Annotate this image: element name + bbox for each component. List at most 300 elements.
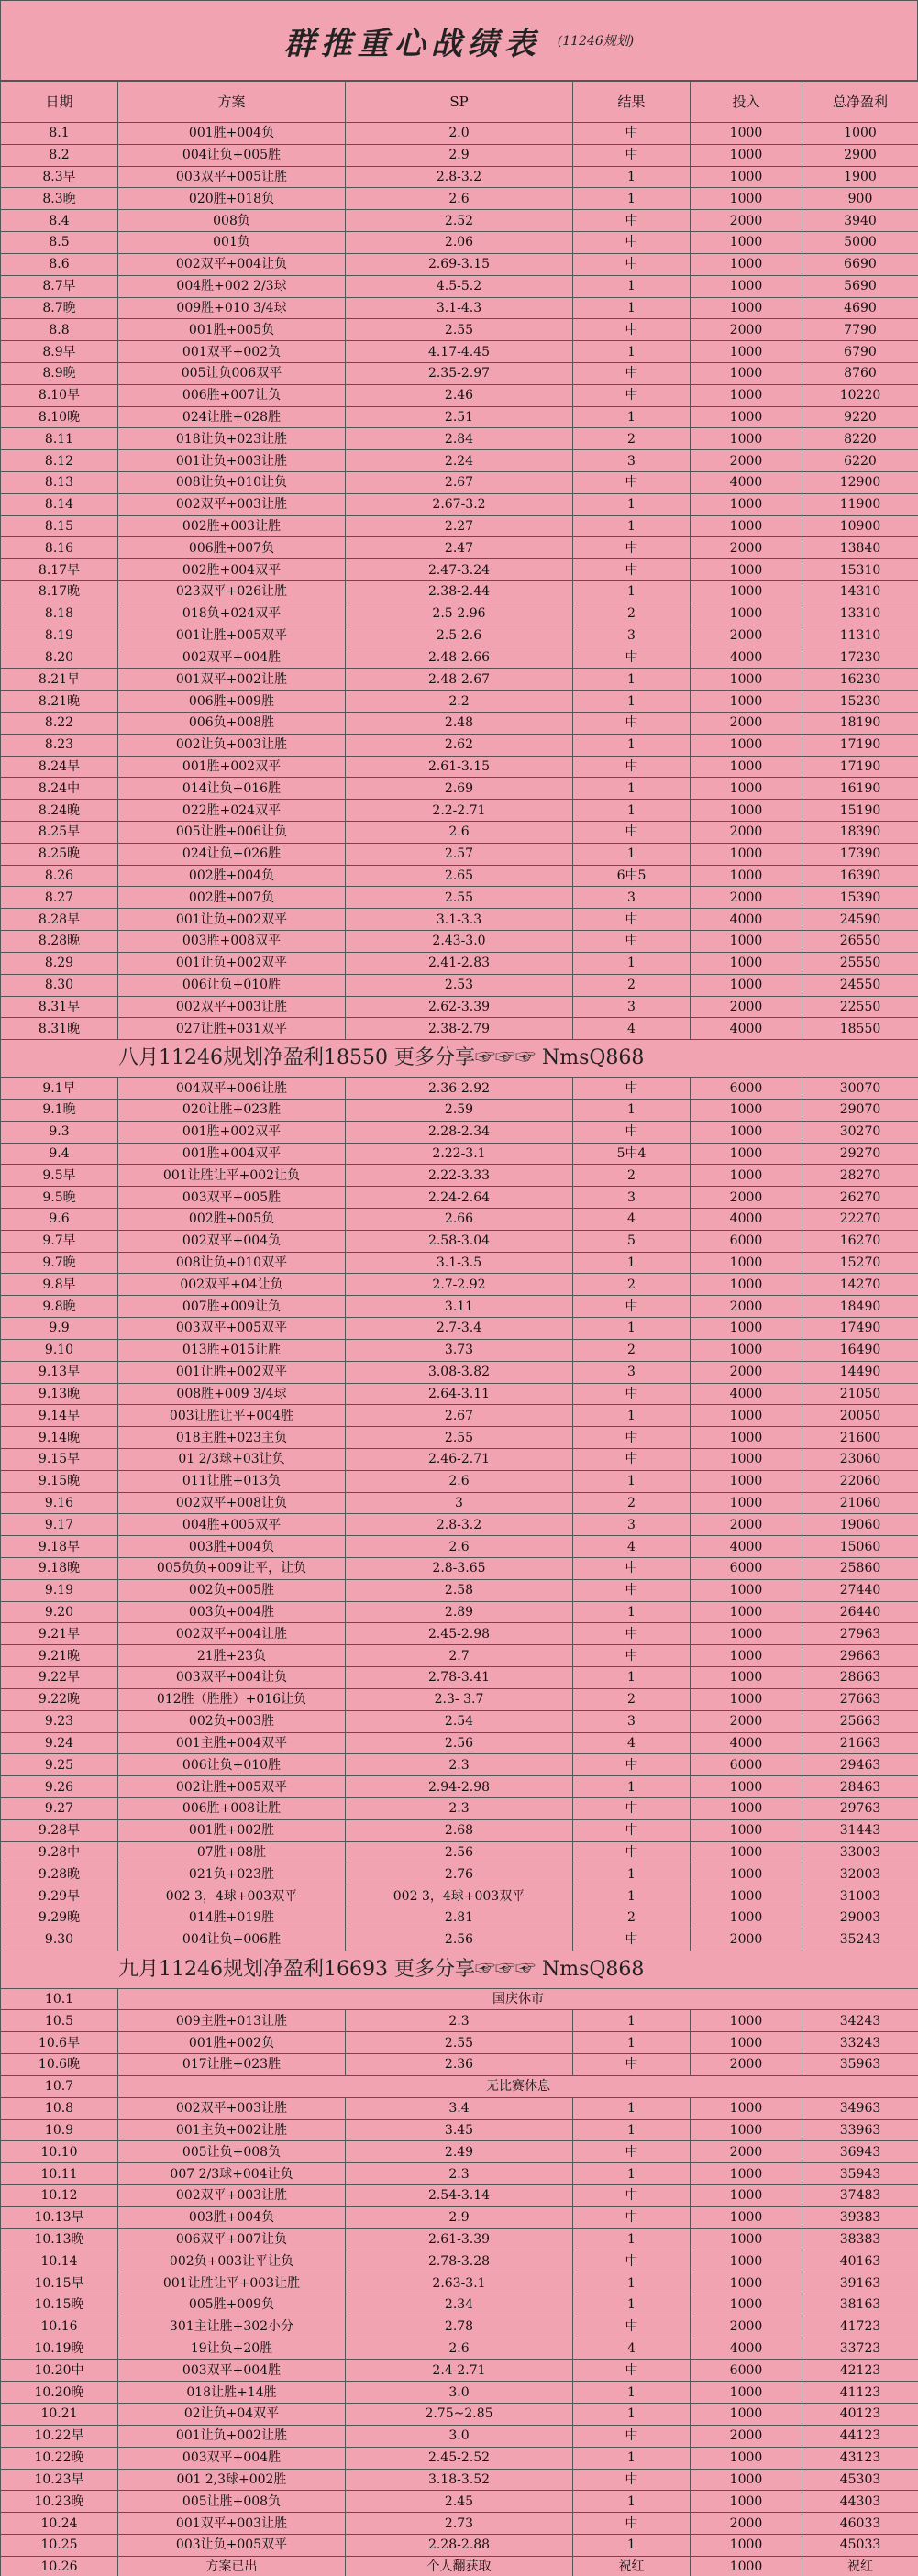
date-cell: 10.13早 — [1, 2206, 118, 2228]
profit-cell: 22550 — [802, 996, 918, 1018]
date-cell: 9.14早 — [1, 1405, 118, 1427]
stake-cell: 4000 — [691, 647, 802, 669]
sp-cell: 2.55 — [346, 887, 573, 909]
sp-cell: 2.24 — [346, 450, 573, 472]
stake-cell: 1000 — [691, 2032, 802, 2054]
plan-cell: 001胜+004负 — [118, 123, 346, 145]
result-cell: 1 — [573, 1470, 691, 1492]
sp-cell: 2.9 — [346, 2206, 573, 2228]
table-row — [1, 472, 918, 494]
stake-cell: 1000 — [691, 691, 802, 713]
table-row — [1, 210, 918, 232]
sp-cell: 2.78-3.28 — [346, 2250, 573, 2272]
profit-cell: 29270 — [802, 1143, 918, 1165]
plan-cell: 005让胜+008负 — [118, 2491, 346, 2513]
stake-cell: 2000 — [691, 625, 802, 647]
profit-cell: 37483 — [802, 2184, 918, 2206]
profit-cell: 45303 — [802, 2469, 918, 2491]
plan-cell: 006胜+007让负 — [118, 384, 346, 406]
sp-cell: 2.45-2.98 — [346, 1623, 573, 1645]
sp-cell: 2.06 — [346, 232, 573, 254]
result-cell: 1 — [573, 2294, 691, 2316]
table-row — [1, 2425, 918, 2447]
profit-cell: 40163 — [802, 2250, 918, 2272]
profit-cell: 32003 — [802, 1863, 918, 1885]
result-cell: 3 — [573, 625, 691, 647]
result-cell: 中 — [573, 1754, 691, 1776]
plan-cell: 方案已出 — [118, 2556, 346, 2576]
result-cell: 1 — [573, 2534, 691, 2556]
date-cell: 9.16 — [1, 1492, 118, 1514]
table-row — [1, 1841, 918, 1863]
result-cell: 2 — [573, 1339, 691, 1361]
result-cell: 中 — [573, 2316, 691, 2338]
plan-cell: 018让负+023让胜 — [118, 428, 346, 450]
table-row — [1, 1885, 918, 1907]
table-row — [1, 2534, 918, 2556]
sp-cell: 2.27 — [346, 515, 573, 537]
table-row — [1, 1492, 918, 1514]
plan-cell: 020让胜+023胜 — [118, 1099, 346, 1121]
table-row — [1, 2447, 918, 2469]
stake-cell: 2000 — [691, 210, 802, 232]
sp-cell: 2.22-3.33 — [346, 1165, 573, 1187]
profit-cell: 35943 — [802, 2163, 918, 2185]
profit-cell: 5000 — [802, 232, 918, 254]
plan-cell: 001让胜让平+002让负 — [118, 1165, 346, 1187]
table-row — [1, 188, 918, 210]
result-cell: 中 — [573, 712, 691, 734]
date-cell: 10.14 — [1, 2250, 118, 2272]
profit-cell: 43123 — [802, 2447, 918, 2469]
plan-cell: 020胜+018负 — [118, 188, 346, 210]
stake-cell: 1000 — [691, 1448, 802, 1470]
sp-cell: 2.38-2.44 — [346, 581, 573, 603]
table-row — [1, 2556, 918, 2576]
stake-cell: 6000 — [691, 1230, 802, 1252]
plan-cell: 19让负+20胜 — [118, 2338, 346, 2360]
result-cell: 2 — [573, 1688, 691, 1710]
sp-cell: 2.3 — [346, 1797, 573, 1819]
plan-cell: 003负+004胜 — [118, 1601, 346, 1623]
date-cell: 10.9 — [1, 2119, 118, 2141]
sp-cell: 个人翻获取 — [346, 2556, 573, 2576]
sp-cell: 2.6 — [346, 2338, 573, 2360]
profit-cell: 26440 — [802, 1601, 918, 1623]
profit-cell: 33963 — [802, 2119, 918, 2141]
table-row — [1, 1165, 918, 1187]
sp-cell: 2.62 — [346, 734, 573, 756]
stake-cell: 1000 — [691, 493, 802, 515]
column-header: 投入 — [691, 82, 802, 123]
table-row — [1, 2228, 918, 2250]
table-row — [1, 1688, 918, 1710]
result-cell: 1 — [573, 2272, 691, 2294]
profit-cell: 2900 — [802, 144, 918, 166]
sp-cell: 2.36 — [346, 2054, 573, 2076]
profit-cell: 42123 — [802, 2360, 918, 2382]
table-row — [1, 2272, 918, 2294]
profit-cell: 3940 — [802, 210, 918, 232]
plan-cell: 012胜（胜胜）+016让负 — [118, 1688, 346, 1710]
stake-cell: 1000 — [691, 756, 802, 778]
plan-cell: 002双平+003让胜 — [118, 493, 346, 515]
stake-cell: 2000 — [691, 537, 802, 559]
result-cell: 6中5 — [573, 865, 691, 887]
profit-cell: 44303 — [802, 2491, 918, 2513]
plan-cell: 002双平+004让胜 — [118, 1623, 346, 1645]
profit-cell: 41123 — [802, 2382, 918, 2404]
result-cell: 中 — [573, 537, 691, 559]
sp-cell: 2.62-3.39 — [346, 996, 573, 1018]
date-cell: 8.24早 — [1, 756, 118, 778]
result-cell: 5中4 — [573, 1143, 691, 1165]
table-row — [1, 2119, 918, 2141]
table-row — [1, 1863, 918, 1885]
table-row — [1, 1470, 918, 1492]
date-cell: 8.9晚 — [1, 362, 118, 384]
table-row — [1, 625, 918, 647]
sp-cell: 2.81 — [346, 1907, 573, 1929]
sp-cell: 2.3 — [346, 2163, 573, 2185]
sp-cell: 002 3，4球+003双平 — [346, 1885, 573, 1907]
date-cell: 9.7晚 — [1, 1252, 118, 1274]
sp-cell: 3.45 — [346, 2119, 573, 2141]
sp-cell: 2.22-3.1 — [346, 1143, 573, 1165]
date-cell: 8.7早 — [1, 275, 118, 297]
stake-cell: 1000 — [691, 952, 802, 974]
profit-cell: 21050 — [802, 1383, 918, 1405]
sheet-title: 群推重心战绩表 — [283, 25, 541, 62]
stake-cell: 1000 — [691, 1470, 802, 1492]
profit-cell: 34963 — [802, 2097, 918, 2119]
plan-cell: 002胜+004负 — [118, 865, 346, 887]
result-cell: 中 — [573, 559, 691, 581]
table-row — [1, 1252, 918, 1274]
sp-cell: 2.58-3.04 — [346, 1230, 573, 1252]
plan-cell: 013胜+015让胜 — [118, 1339, 346, 1361]
sp-cell: 2.36-2.92 — [346, 1078, 573, 1100]
table-row — [1, 450, 918, 472]
date-cell: 8.3早 — [1, 166, 118, 188]
stake-cell: 1000 — [691, 2119, 802, 2141]
plan-cell: 001胜+005负 — [118, 319, 346, 341]
result-cell: 2 — [573, 1907, 691, 1929]
stake-cell: 6000 — [691, 1754, 802, 1776]
date-cell: 9.9 — [1, 1318, 118, 1340]
plan-cell: 004双平+006让胜 — [118, 1078, 346, 1100]
plan-cell: 001胜+002胜 — [118, 1819, 346, 1841]
sp-cell: 2.84 — [346, 428, 573, 450]
sp-cell: 2.24-2.64 — [346, 1187, 573, 1209]
profit-cell: 17190 — [802, 756, 918, 778]
table-row — [1, 1988, 918, 2010]
table-row — [1, 1318, 918, 1340]
plan-cell: 014让负+016胜 — [118, 778, 346, 800]
stake-cell: 1000 — [691, 144, 802, 166]
table-row — [1, 2404, 918, 2426]
plan-cell: 002胜+005负 — [118, 1209, 346, 1231]
date-cell: 8.26 — [1, 865, 118, 887]
profit-cell: 7790 — [802, 319, 918, 341]
table-row — [1, 1579, 918, 1601]
sp-cell: 2.59 — [346, 1099, 573, 1121]
table-row — [1, 319, 918, 341]
sp-cell: 2.67 — [346, 472, 573, 494]
column-header: SP — [346, 82, 573, 123]
result-cell: 1 — [573, 2382, 691, 2404]
profit-cell: 6220 — [802, 450, 918, 472]
profit-cell: 25550 — [802, 952, 918, 974]
profit-cell: 15060 — [802, 1536, 918, 1558]
plan-cell: 02让负+04双平 — [118, 2404, 346, 2426]
table-row — [1, 2338, 918, 2360]
stake-cell: 2000 — [691, 1361, 802, 1383]
result-cell: 3 — [573, 1361, 691, 1383]
table-row — [1, 1601, 918, 1623]
profit-cell: 1000 — [802, 123, 918, 145]
month-summary-row — [1, 1040, 918, 1078]
profit-cell: 31003 — [802, 1885, 918, 1907]
table-row — [1, 1623, 918, 1645]
result-cell: 1 — [573, 297, 691, 319]
table-row — [1, 603, 918, 625]
plan-cell: 002负+003胜 — [118, 1710, 346, 1732]
table-row — [1, 865, 918, 887]
result-cell: 1 — [573, 2119, 691, 2141]
stake-cell: 1000 — [691, 2228, 802, 2250]
date-cell: 10.23晚 — [1, 2491, 118, 2513]
stake-cell: 1000 — [691, 1405, 802, 1427]
date-cell: 9.28中 — [1, 1841, 118, 1863]
profit-cell: 13840 — [802, 537, 918, 559]
table-row — [1, 2097, 918, 2119]
sp-cell: 2.58 — [346, 1579, 573, 1601]
profit-cell: 30270 — [802, 1121, 918, 1143]
sp-cell: 2.78-3.41 — [346, 1667, 573, 1689]
table-row — [1, 2184, 918, 2206]
date-cell: 10.24 — [1, 2513, 118, 2535]
profit-cell: 44123 — [802, 2425, 918, 2447]
plan-cell: 001让负+003让胜 — [118, 450, 346, 472]
result-cell: 中 — [573, 1558, 691, 1580]
profit-cell: 15310 — [802, 559, 918, 581]
sp-cell: 2.9 — [346, 144, 573, 166]
profit-cell: 6690 — [802, 253, 918, 275]
plan-cell: 005让胜+006让负 — [118, 822, 346, 844]
table-row — [1, 1339, 918, 1361]
sp-cell: 2.47 — [346, 537, 573, 559]
date-cell: 8.23 — [1, 734, 118, 756]
stake-cell: 1000 — [691, 1427, 802, 1449]
sp-cell: 2.54 — [346, 1710, 573, 1732]
table-row — [1, 2032, 918, 2054]
stake-cell: 4000 — [691, 1383, 802, 1405]
date-cell: 10.22早 — [1, 2425, 118, 2447]
stake-cell: 1000 — [691, 2447, 802, 2469]
plan-cell: 008让负+010让负 — [118, 472, 346, 494]
result-cell: 中 — [573, 472, 691, 494]
table-row — [1, 1536, 918, 1558]
profit-cell: 33243 — [802, 2032, 918, 2054]
table-row — [1, 493, 918, 515]
result-cell: 中 — [573, 2513, 691, 2535]
plan-cell: 004让负+005胜 — [118, 144, 346, 166]
table-row — [1, 887, 918, 909]
stake-cell: 1000 — [691, 253, 802, 275]
plan-cell: 003双平+005让胜 — [118, 166, 346, 188]
date-cell: 9.10 — [1, 1339, 118, 1361]
profit-cell: 20050 — [802, 1405, 918, 1427]
profit-cell: 26550 — [802, 931, 918, 953]
table-row — [1, 144, 918, 166]
stake-cell: 2000 — [691, 2513, 802, 2535]
stake-cell: 2000 — [691, 319, 802, 341]
result-cell: 中 — [573, 2141, 691, 2163]
plan-cell: 002胜+007负 — [118, 887, 346, 909]
stake-cell: 1000 — [691, 1688, 802, 1710]
date-cell: 8.10早 — [1, 384, 118, 406]
result-cell: 1 — [573, 515, 691, 537]
plan-cell: 005负负+009让平，让负 — [118, 1558, 346, 1580]
plan-cell: 001让胜让平+003让胜 — [118, 2272, 346, 2294]
date-cell: 9.4 — [1, 1143, 118, 1165]
plan-cell: 002双平+004胜 — [118, 647, 346, 669]
plan-cell: 024让负+026胜 — [118, 843, 346, 865]
plan-cell: 001让负+002让胜 — [118, 2425, 346, 2447]
column-header: 结果 — [573, 82, 691, 123]
date-cell: 8.28早 — [1, 909, 118, 931]
table-row — [1, 1361, 918, 1383]
result-cell: 1 — [573, 843, 691, 865]
result-cell: 1 — [573, 2404, 691, 2426]
profit-cell: 17490 — [802, 1318, 918, 1340]
plan-cell: 003让负+005双平 — [118, 2534, 346, 2556]
plan-cell: 002负+003让平让负 — [118, 2250, 346, 2272]
plan-cell: 002胜+003让胜 — [118, 515, 346, 537]
date-cell: 9.20 — [1, 1601, 118, 1623]
stake-cell: 1000 — [691, 843, 802, 865]
plan-cell: 001双平+002负 — [118, 341, 346, 363]
result-cell: 3 — [573, 887, 691, 909]
plan-cell: 018主胜+023主负 — [118, 1427, 346, 1449]
result-cell: 1 — [573, 2010, 691, 2032]
plan-cell: 023双平+026让胜 — [118, 581, 346, 603]
date-cell: 8.25早 — [1, 822, 118, 844]
result-cell: 4 — [573, 1209, 691, 1231]
sp-cell: 2.2 — [346, 691, 573, 713]
profit-cell: 28663 — [802, 1667, 918, 1689]
stake-cell: 1000 — [691, 669, 802, 691]
sp-cell: 2.78 — [346, 2316, 573, 2338]
date-cell: 10.8 — [1, 2097, 118, 2119]
result-cell: 2 — [573, 1492, 691, 1514]
date-cell: 8.30 — [1, 974, 118, 996]
date-cell: 9.17 — [1, 1514, 118, 1536]
date-cell: 8.2 — [1, 144, 118, 166]
table-row — [1, 952, 918, 974]
date-cell: 8.15 — [1, 515, 118, 537]
profit-cell: 15230 — [802, 691, 918, 713]
stake-cell: 1000 — [691, 2184, 802, 2206]
profit-cell: 36943 — [802, 2141, 918, 2163]
date-cell: 9.5早 — [1, 1165, 118, 1187]
date-cell: 9.23 — [1, 1710, 118, 1732]
sp-cell: 2.5-2.96 — [346, 603, 573, 625]
date-cell: 10.20中 — [1, 2360, 118, 2382]
stake-cell: 1000 — [691, 1099, 802, 1121]
stake-cell: 2000 — [691, 822, 802, 844]
sp-cell: 2.73 — [346, 2513, 573, 2535]
table-row — [1, 2469, 918, 2491]
date-cell: 9.5晚 — [1, 1187, 118, 1209]
sp-cell: 2.46 — [346, 384, 573, 406]
table-row — [1, 974, 918, 996]
result-cell: 中 — [573, 384, 691, 406]
plan-cell: 008负 — [118, 210, 346, 232]
plan-cell: 008让负+010双平 — [118, 1252, 346, 1274]
sp-cell: 2.48-2.66 — [346, 647, 573, 669]
result-cell: 4 — [573, 1732, 691, 1754]
result-cell: 中 — [573, 756, 691, 778]
profit-cell: 38383 — [802, 2228, 918, 2250]
sp-cell: 2.38-2.79 — [346, 1018, 573, 1040]
profit-cell: 25860 — [802, 1558, 918, 1580]
profit-cell: 34243 — [802, 2010, 918, 2032]
sp-cell: 2.5-2.6 — [346, 625, 573, 647]
plan-cell: 001 2,3球+002胜 — [118, 2469, 346, 2491]
stake-cell: 1000 — [691, 1819, 802, 1841]
sp-cell: 3.0 — [346, 2382, 573, 2404]
date-cell: 10.20晚 — [1, 2382, 118, 2404]
plan-cell: 301主让胜+302小分 — [118, 2316, 346, 2338]
result-cell: 3 — [573, 1187, 691, 1209]
sp-cell: 2.63-3.1 — [346, 2272, 573, 2294]
result-cell: 1 — [573, 734, 691, 756]
table-row — [1, 843, 918, 865]
stake-cell: 1000 — [691, 2272, 802, 2294]
plan-cell: 001胜+002双平 — [118, 756, 346, 778]
date-cell: 8.24中 — [1, 778, 118, 800]
date-cell: 8.24晚 — [1, 800, 118, 822]
date-cell: 10.7 — [1, 2075, 118, 2097]
stake-cell: 2000 — [691, 1929, 802, 1951]
plan-cell: 006让负+010胜 — [118, 974, 346, 996]
table-row — [1, 909, 918, 931]
plan-cell: 001主胜+004双平 — [118, 1732, 346, 1754]
profit-cell: 16190 — [802, 778, 918, 800]
stake-cell: 1000 — [691, 931, 802, 953]
table-row — [1, 756, 918, 778]
profit-cell: 16490 — [802, 1339, 918, 1361]
stake-cell: 4000 — [691, 1018, 802, 1040]
stake-cell: 1000 — [691, 1623, 802, 1645]
result-cell: 中 — [573, 362, 691, 384]
table-row — [1, 1929, 918, 1951]
result-cell: 4 — [573, 1018, 691, 1040]
table-row — [1, 1230, 918, 1252]
table-row — [1, 515, 918, 537]
plan-cell: 007 2/3球+004让负 — [118, 2163, 346, 2185]
plan-cell: 07胜+08胜 — [118, 1841, 346, 1863]
note-cell: 国庆休市 — [118, 1988, 918, 2010]
profit-cell: 27963 — [802, 1623, 918, 1645]
profit-cell: 16390 — [802, 865, 918, 887]
sp-cell: 2.68 — [346, 1819, 573, 1841]
table-row — [1, 1710, 918, 1732]
sp-cell: 2.61-3.39 — [346, 2228, 573, 2250]
stake-cell: 4000 — [691, 1209, 802, 1231]
